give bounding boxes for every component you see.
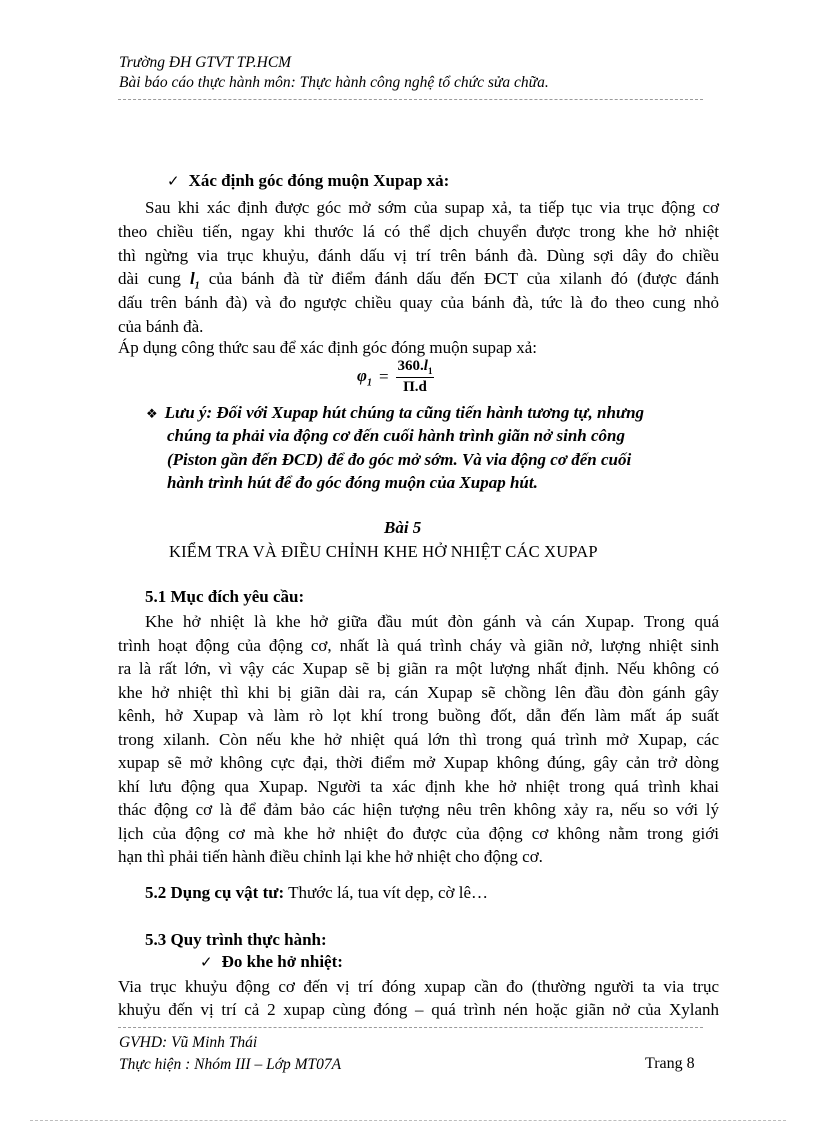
paragraph-line: xupap sẽ mở không cực đại, thời điểm mở Xupap không đúng, gây cản trở dòng [118,753,719,772]
formula-intro: Áp dụng công thức sau để xác định góc đóng muộn supap xả: [118,338,538,357]
paragraph-line: thác động cơ là để đảm bảo các hiện tượng nêu trên không xảy ra, nếu so với lý [118,800,719,819]
formula-denominator: Π.d [403,379,427,395]
formula [357,358,434,402]
lesson-number: Bài 5 [384,518,422,537]
section-5-3-subheading: ✓ Đo khe hở nhiệt: [200,952,343,971]
section-5-1-heading: 5.1 Mục đích yêu cầu: [145,587,305,606]
paragraph-line: của bánh đà. [118,317,204,336]
footer-divider [118,1027,703,1028]
paragraph-line: trình hoạt động của động cơ, nhất là quá trình cháy và giãn nở, lượng nhiệt sinh [118,636,719,655]
note-line: ❖ Lưu ý: Đối với Xupap hút chúng ta cũng tiến hành tương tự, nhưng [146,403,645,422]
paragraph-line: Via trục khuỷu động cơ đến vị trí đóng xupap cần đo (thường người ta via trục [118,977,719,996]
section-close-heading: ✓ Xác định góc đóng muộn Xupap xả: [167,171,450,190]
section-5-2-heading: 5.2 Dụng cụ vật tư: [145,883,285,902]
paragraph-line: khe hở nhiệt thì khi bị giãn dài ra, cán Xupap sẽ chồng lên đầu đòn gánh gây [118,683,719,702]
formula-fraction [396,358,435,396]
paragraph-line: Sau khi xác định được góc mở sớm của supap xả, ta tiếp tục via trục động cơ [145,198,719,217]
note-line: hành trình hút để đo góc đóng muộn của Xupap hút. [167,473,538,492]
arc-length-variable: $l_1$ [189,269,200,292]
paragraph-line: lịch của động cơ mà khe hở nhiệt đo được của động cơ không nằm trong giới [118,824,719,843]
checkmark-icon: ✓ [167,172,180,190]
footer-team: Thực hiện : Nhóm III – Lớp MT07A [119,1056,342,1073]
paragraph-line-arc-length: dài cung $l_1$ của bánh đà từ điểm đánh dấu đến ĐCT của xilanh đó (được đánh [118,269,719,292]
header-school: Trường ĐH GTVT TP.HCM [119,54,292,71]
section-5-2 [145,883,488,903]
diamond-bullet-icon: ❖ [146,407,158,422]
footer-advisor: GVHD: Vũ Minh Thái [119,1034,258,1051]
page-number: Trang 8 [645,1055,695,1072]
paragraph-line: hạn thì phải tiến hành điều chỉnh lại khe hở nhiệt cho động cơ. [118,847,543,866]
lesson-title: KIỂM TRA VÀ ĐIỀU CHỈNH KHE HỞ NHIỆT CÁC XUPAP [169,542,598,561]
page-bottom-border [30,1120,786,1121]
paragraph-line: dấu trên bánh đà) và đo ngược chiều quay của bánh đà, tức là đo theo cung nhỏ [118,293,719,312]
note-line: chúng ta phải via động cơ đến cuối hành trình giãn nở sinh công [167,426,626,445]
header-divider [118,99,703,100]
formula-numerator: $360.l_1$ [397,358,433,376]
section-5-3-heading: 5.3 Quy trình thực hành: [145,930,327,949]
section-5-2-text: Thước lá, tua vít dẹp, cờ lê… [288,883,489,902]
paragraph-line: khuỷu đến vị trí cả 2 xupap cùng đóng – quá trình nén hoặc giãn nở của Xylanh [118,1000,719,1019]
paragraph-line: theo chiều tiến, ngay khi thước lá có thể dịch chuyển được trong khe hở nhiệt [118,222,719,241]
note-line: (Piston gần đến ĐCD) để đo góc mở sớm. Và via động cơ đến cuối [167,450,632,469]
header-report-title: Bài báo cáo thực hành môn: Thực hành công nghệ tổ chức sửa chữa. [119,74,549,91]
paragraph-line: khí lưu động qua Xupap. Người ta xác định khe hở nhiệt trong quá trình khai [118,777,719,796]
paragraph-line: Khe hở nhiệt là khe hở giữa đầu mút đòn gánh và cán Xupap. Trong quá [145,612,719,631]
paragraph-line: kênh, hở Xupap và làm rò lọt khí trong buồng đốt, dẫn đến làm mất áp suất [118,706,719,725]
formula-lhs: $\varphi_1$ [357,365,372,389]
checkmark-icon: ✓ [200,953,213,971]
formula-equals: = [378,367,389,386]
paragraph-line: ra là rất lớn, vì vậy các Xupap sẽ bị giãn ra một lượng nhất định. Nếu không có [118,659,719,678]
paragraph-line: thì ngừng via trục khuỷu, đánh dấu vị trí trên bánh đà. Dùng sợi dây đo chiều [118,246,719,265]
paragraph-line: trong xilanh. Còn nếu khe hở nhiệt quá lớn thì trong quá trình mở Xupap, các [118,730,719,749]
